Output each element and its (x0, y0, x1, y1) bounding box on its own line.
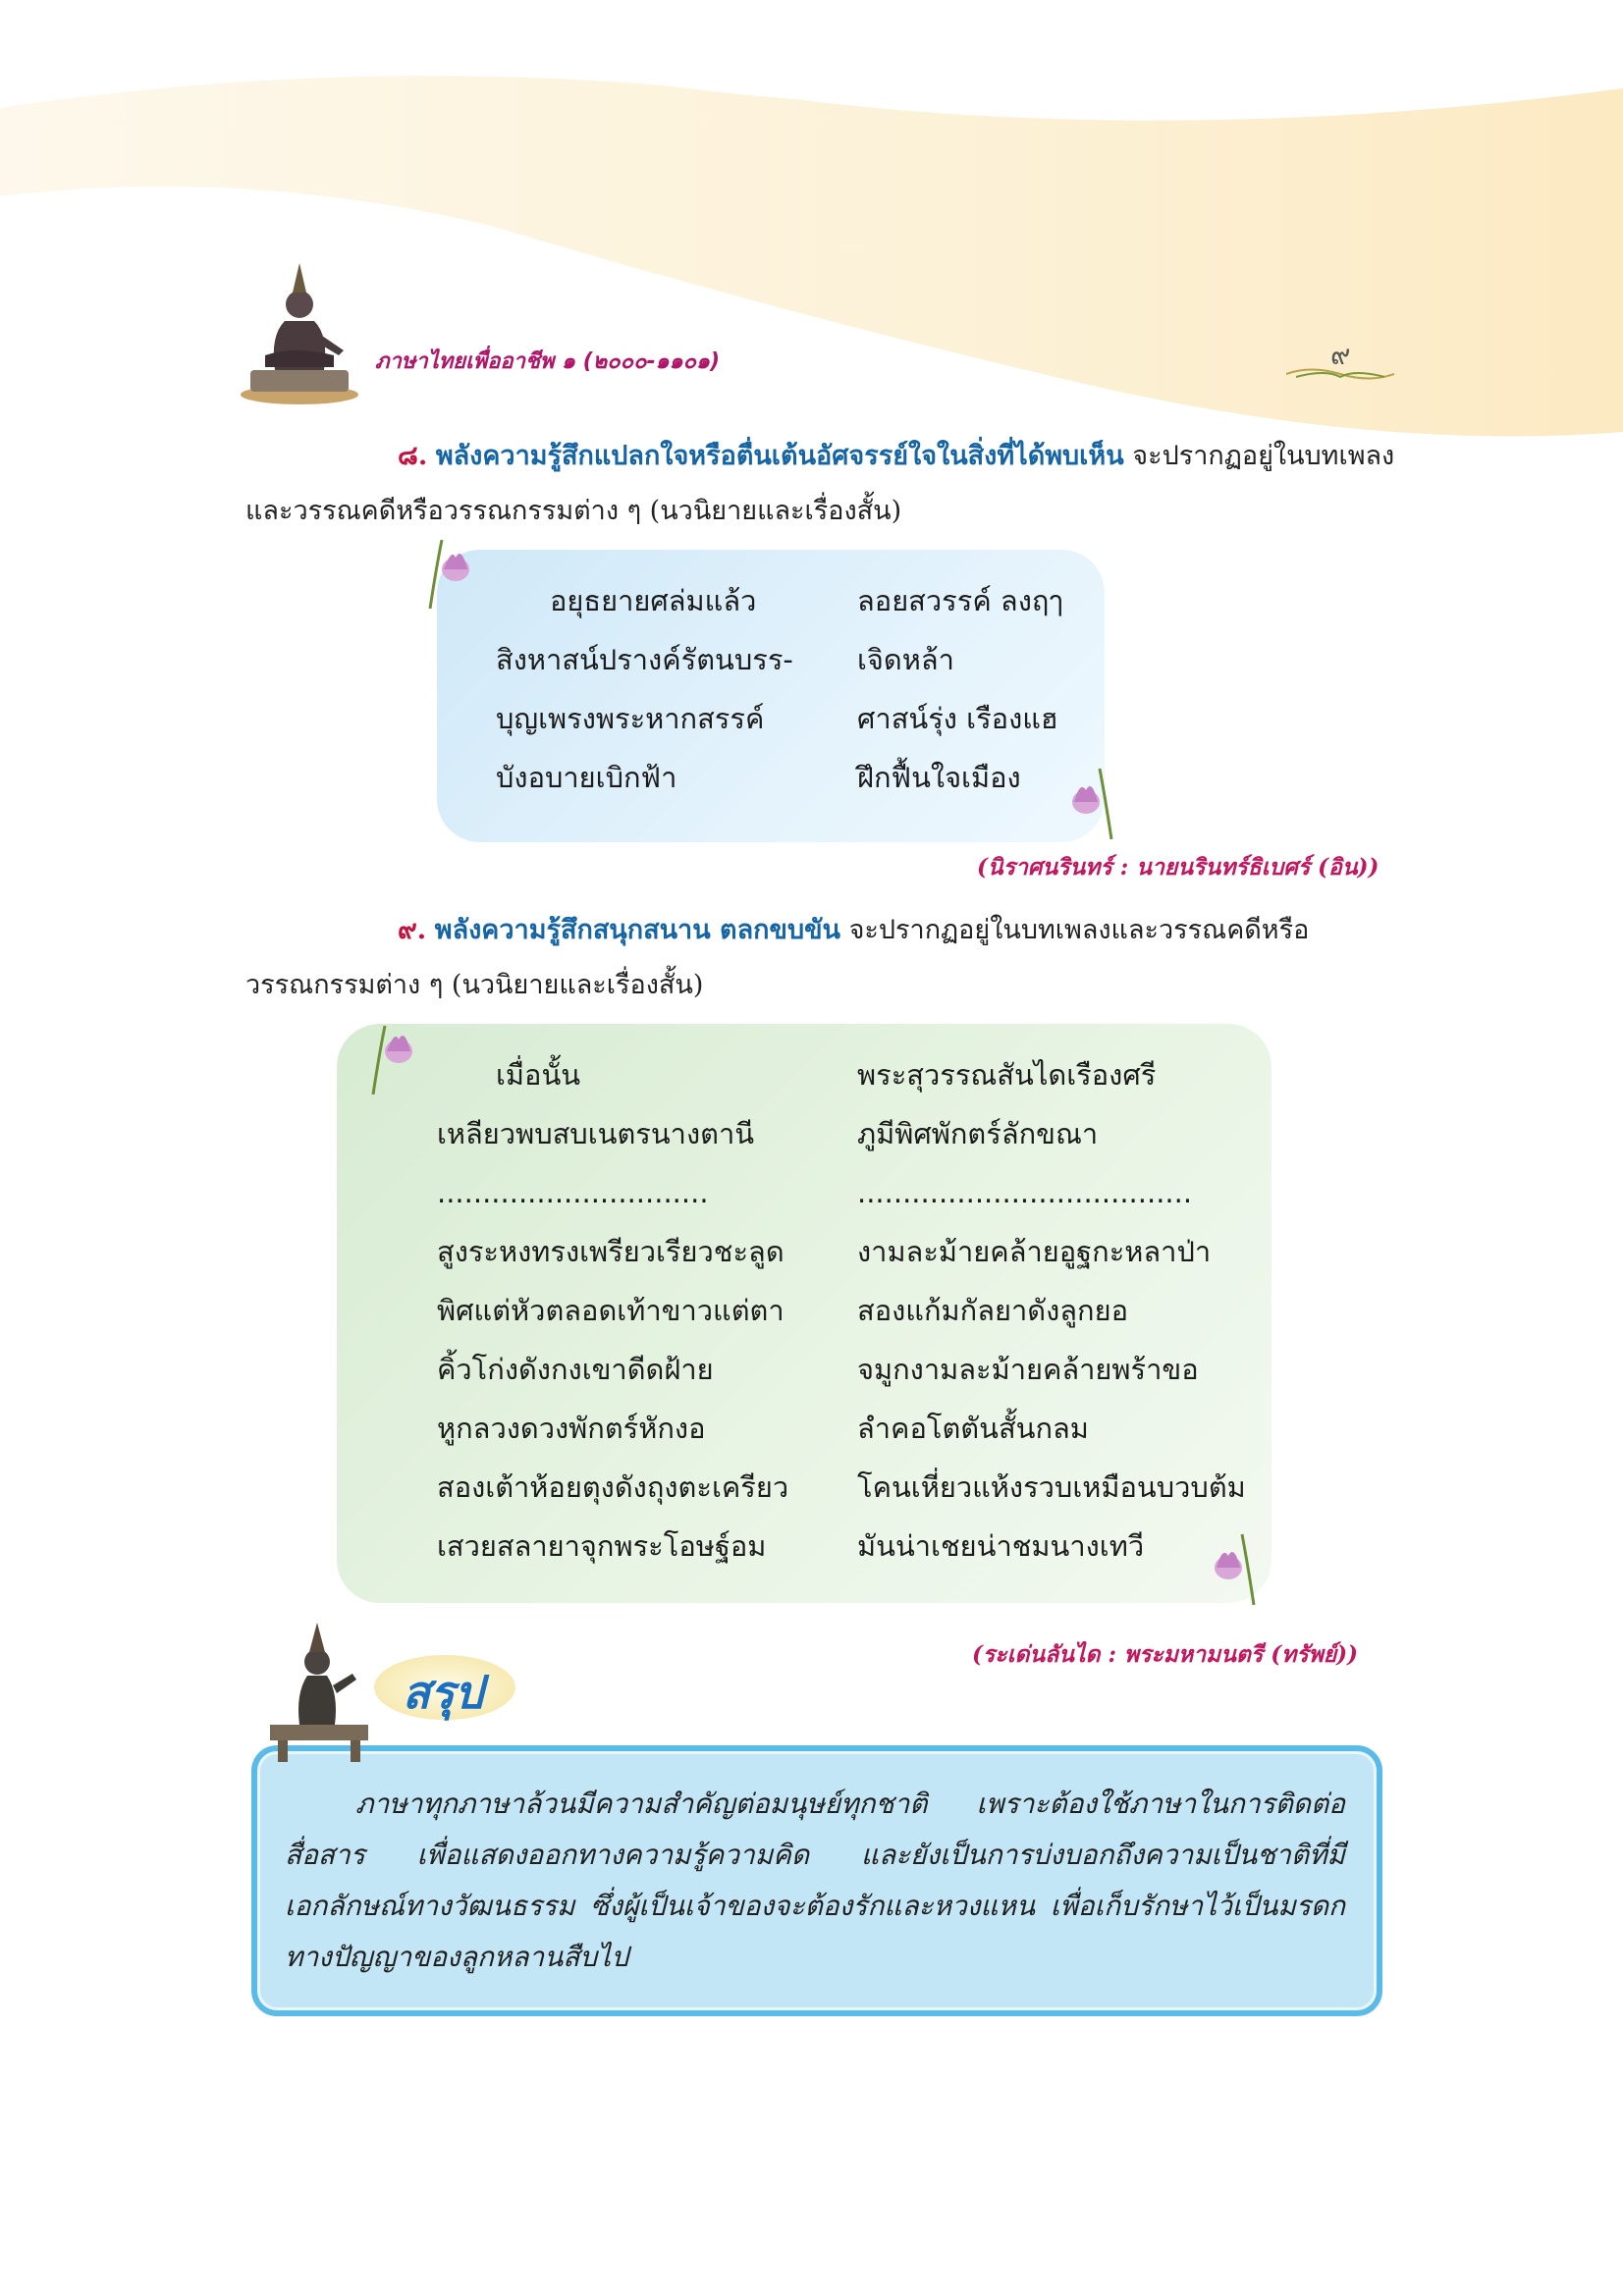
poem-line-left: คิ้วโก่งดังกงเขาดีดฝ้าย (437, 1353, 714, 1386)
section-8-number: ๘. (398, 441, 428, 471)
warrior-statue-icon (250, 1615, 378, 1762)
poem-line-left: พิศแต่หัวตลอดเท้าขาวแต่ตา (437, 1294, 784, 1327)
poem-line-right: มันน่าเชยน่าชมนางเทวี (857, 1529, 1145, 1563)
poem-line-right: โคนเหี่ยวแห้งรวบเหมือนบวบต้ม (857, 1470, 1246, 1504)
poem-line-left: เสวยสลายาจุกพระโอษฐ์อม (437, 1529, 767, 1563)
poem-line-left: บุญเพรงพระหากสรรค์ (496, 702, 765, 735)
poem-line-left: หูกลวงดวงพักตร์หักงอ (437, 1412, 706, 1445)
poem-line-left: สิงหาสน์ปรางค์รัตนบรร- (496, 643, 793, 676)
poem-line-left: บังอบายเบิกฟ้า (496, 761, 677, 794)
lotus-icon (422, 530, 481, 609)
poem-line-left: เมื่อนั้น (496, 1058, 581, 1092)
summary-heading: สรุป (403, 1666, 483, 1719)
poem-line-right: งามละม้ายคล้ายอูฐกะหลาป่า (857, 1235, 1212, 1268)
poem-line-right: ..................................... (857, 1176, 1193, 1209)
poem-line-right: เจิดหล้า (857, 643, 954, 676)
poem-line-right: สองแก้มกัลยาดังลูกยอ (857, 1294, 1128, 1327)
poem-line-right: ภูมีพิศพักตร์ลักขณา (857, 1117, 1099, 1150)
poem-line-left: สองเต้าห้อยตุงดังถุงตะเครียว (437, 1470, 789, 1504)
poem-line-left: .............................. (437, 1176, 709, 1209)
section-9-rest: จะปรากฏอยู่ในบทเพลงและวรรณคดีหรือ (840, 915, 1310, 945)
credit-1: (นิราศนรินทร์ : นายนรินทร์ธิเบศร์ (อิน)) (977, 854, 1380, 881)
section-9-paragraph (245, 903, 1370, 1013)
poem-line-left: สูงระหงทรงเพรียวเรียวชะลูด (437, 1235, 784, 1268)
credit-2: (ระเด่นลันได : พระมหามนตรี (ทรัพย์)) (972, 1641, 1359, 1668)
lotus-icon (1203, 1526, 1262, 1605)
poem-line-right: ฝึกฟื้นใจเมือง (857, 761, 1021, 794)
lotus-icon (365, 1016, 424, 1095)
page-number: ๙ (1330, 339, 1351, 371)
section-9-number: ๙. (398, 915, 427, 945)
section-8-rest: จะปรากฏอยู่ในบทเพลง (1123, 441, 1395, 471)
poem-line-right: ศาสน์รุ่ง เรืองแฮ (857, 702, 1058, 735)
section-8-line2: และวรรณคดีหรือวรรณกรรมต่าง ๆ (นวนิยายและเรื่องสั้น) (245, 496, 902, 526)
seated-statue-icon (236, 257, 363, 404)
section-9-highlight: พลังความรู้สึกสนุกสนาน ตลกขบขัน (434, 915, 840, 945)
poem-line-right: ลอยสวรรค์ ลงฤๅ (857, 584, 1063, 617)
poem-line-left: เหลียวพบสบเนตรนางตานี (437, 1117, 755, 1150)
section-8-paragraph (245, 429, 1395, 539)
ornament-icon (1286, 363, 1394, 385)
poem-line-right: พระสุวรรณสันไดเรืองศรี (857, 1058, 1157, 1092)
summary-text: ภาษาทุกภาษาล้วนมีความสำคัญต่อมนุษย์ทุกชาติ เพราะต้องใช้ภาษาในการติดต่อสื่อสาร เพื่อแสดงออกทางความรู้ความคิด และยังเป็นการบ่งบอกถึงความเป็นชาติที่มีเอกลักษณ์ทางวัฒนธรรม ซึ่งผู้เป็นเจ้าของจะต้องรักและหวงแหน เพื่อเก็บรักษาไว้เป็นมรดกทางปัญญาของลูกหลานสืบไป (285, 1788, 1345, 1973)
lotus-icon (1060, 761, 1119, 839)
poem-line-right: ลำคอโตตันสั้นกลม (857, 1412, 1089, 1445)
section-8-highlight: พลังความรู้สึกแปลกใจหรือตื่นเต้นอัศจรรย์ใจในสิ่งที่ได้พบเห็น (435, 441, 1124, 471)
poem-line-left: อยุธยายศล่มแล้ว (550, 584, 757, 617)
section-9-line2: วรรณกรรมต่าง ๆ (นวนิยายและเรื่องสั้น) (245, 970, 704, 1000)
poem-line-right: จมูกงามละม้ายคล้ายพร้าขอ (857, 1353, 1199, 1386)
book-title: ภาษาไทยเพื่ออาชีพ ๑ (๒๐๐๐-๑๑๐๑) (375, 349, 721, 374)
